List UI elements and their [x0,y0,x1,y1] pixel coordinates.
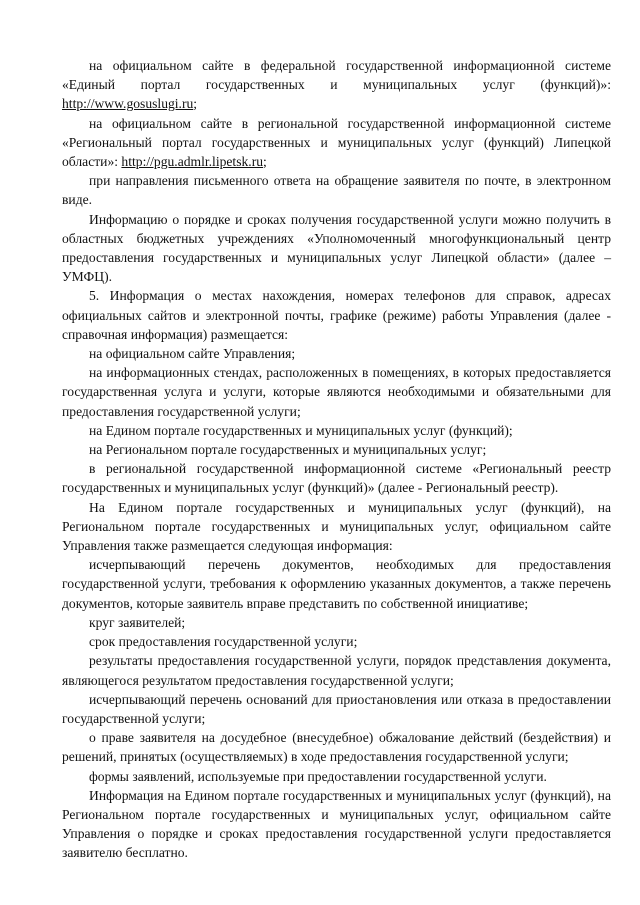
regional-portal-link[interactable]: http://pgu.admlr.lipetsk.ru [121,154,264,170]
paragraph-regional-portal [62,114,611,172]
paragraph-text: на официальном сайте в федеральной государственной информационной системе «Единый портал государственных и муниципальных услуг (функций)»: [62,58,611,93]
paragraph-punct: ; [263,154,267,170]
document-body [62,56,611,863]
paragraph-gosuslugi [62,56,611,114]
paragraph-section-5: 5. Информация о местах нахождения, номерах телефонов для справок, адресах официальных сайтов и электронной почты, графике (режиме) работы Управления (далее - справочная информация) размещается: [62,288,611,342]
paragraph-info-stands: на информационных стендах, расположенных в помещениях, в которых предоставляется государственная услуга и услуги, которые являются необходимыми и обязательными для предоставления государственной услуги; [62,365,611,419]
paragraph-term: срок предоставления государственной услуги; [89,634,358,650]
gosuslugi-link[interactable]: http://www.gosuslugi.ru [62,96,194,112]
paragraph-documents-list: исчерпывающий перечень документов, необходимых для предоставления государственной услуги, требования к оформлению указанных документов, а также перечень документов, которые заявитель вправе представить по собственной инициативе; [62,557,611,611]
paragraph-posted-info: На Едином портале государственных и муниципальных услуг (функций), на Региональном портале государственных и муниципальных услуг, официальном сайте Управления также размещается следующая информация: [62,499,611,554]
paragraph-umfc: Информацию о порядке и сроках получения государственной услуги можно получить в областных бюджетных учреждениях «Уполномоченный многофункциональный центр предоставления государственных и муниципальных услуг Липецкой области» (далее – УМФЦ). [62,211,611,285]
paragraph-unified-portal: на Едином портале государственных и муниципальных услуг (функций); [89,422,513,438]
paragraph-mail-response: при направления письменного ответа на обращение заявителя по почте, в электронном виде. [62,173,611,208]
paragraph-forms: формы заявлений, используемые при предоставлении государственной услуги. [89,768,547,784]
paragraph-grounds: исчерпывающий перечень оснований для приостановления или отказа в предоставлении государственной услуги; [62,691,611,726]
paragraph-applicants: круг заявителей; [89,614,186,630]
paragraph-punct: ; [193,96,198,112]
paragraph-text: на официальном сайте в региональной государственной информационной системе «Региональный портал государственных и муниципальных услуг (функций) Липецкой области»: [62,115,611,170]
paragraph-results: результаты предоставления государственной услуги, порядок представления документа, являющегося результатом предоставления государственной услуги; [62,653,611,688]
paragraph-regional-portal-services: на Региональном портале государственных и муниципальных услуг; [89,442,487,458]
paragraph-regional-registry: в региональной государственной информационной системе «Региональный реестр государственных и муниципальных услуг (функций)» (далее - Региональный реестр). [62,461,611,496]
paragraph-official-site: на официальном сайте Управления; [89,346,296,362]
paragraph-appeal-right: о праве заявителя на досудебное (внесудебное) обжалование действий (бездействия) и решений, принятых (осуществляемых) в ходе предоставления государственной услуги; [62,730,611,765]
paragraph-free-info: Информация на Едином портале государственных и муниципальных услуг (функций), на Региональном портале государственных и муниципальных услуг, официальном сайте Управления о порядке и сроках предоставления государственной услуги предоставляется заявителю бесплатно. [62,787,611,861]
